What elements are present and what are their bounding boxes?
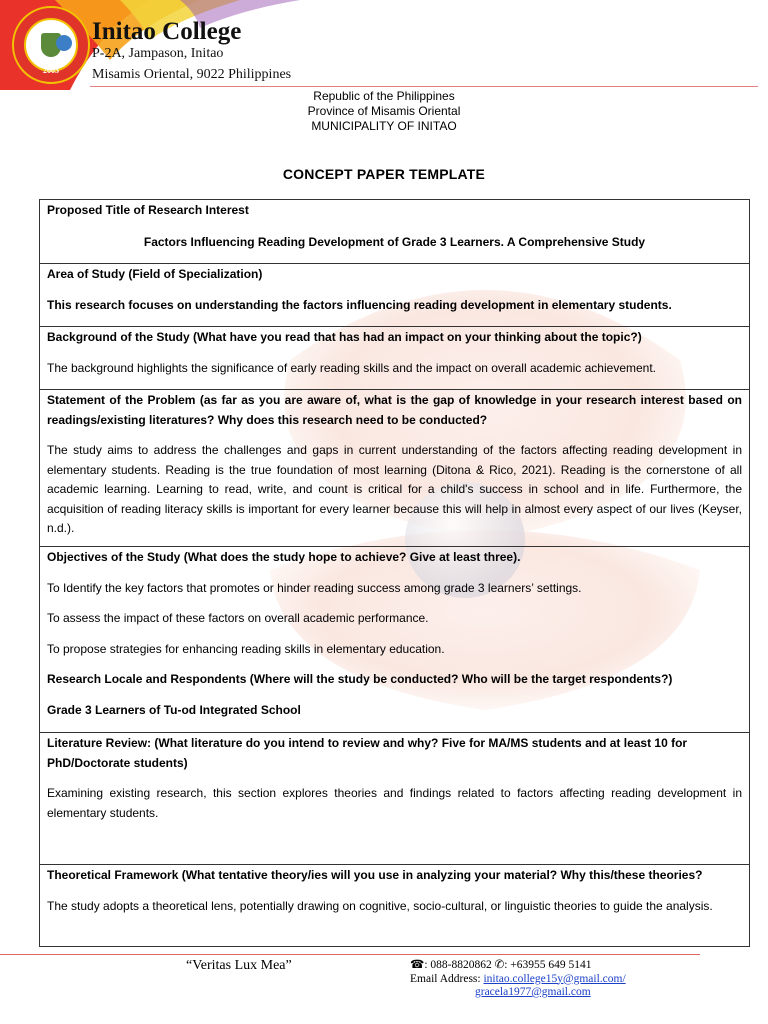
email-line	[410, 973, 626, 987]
letterhead	[0, 0, 768, 90]
proposed-title-label: Proposed Title of Research Interest	[47, 203, 249, 217]
college-motto: “Veritas Lux Mea”	[186, 958, 292, 973]
email-link-2[interactable]: gracela1977@gmail.com	[475, 986, 591, 998]
framework-value: The study adopts a theoretical lens, potentially drawing on cognitive, socio-cultural, or linguistic theories to guide the analysis.	[47, 898, 713, 913]
literature-label: Literature Review: (What literature do you intend to review and why? Five for MA/MS students and at least 10 for PhD/Doctorate students)	[47, 736, 688, 770]
objective-item-3: To propose strategies for enhancing reading skills in elementary education.	[47, 641, 445, 656]
college-logo	[12, 6, 90, 84]
college-name: Initao College	[92, 18, 242, 45]
area-of-study-label: Area of Study (Field of Specialization)	[47, 267, 263, 281]
gov-municipality: MUNICIPALITY OF INITAO	[311, 119, 457, 133]
locale-label: Research Locale and Respondents (Where will the study be conducted? Who will be the target respondents?)	[47, 672, 673, 686]
seal-icon	[56, 35, 72, 51]
header-divider	[90, 86, 758, 87]
college-address-line2: Misamis Oriental, 9022 Philippines	[92, 67, 292, 82]
gov-republic: Republic of the Philippines	[313, 89, 455, 103]
email-label: Email Address:	[410, 972, 481, 985]
section-background	[40, 327, 749, 390]
logo-year: 2003	[43, 66, 59, 75]
area-of-study-value: This research focuses on understanding the factors influencing reading development in elementary students.	[47, 297, 672, 312]
section-literature-review	[40, 733, 749, 865]
section-proposed-title	[40, 200, 749, 264]
problem-label: Statement of the Problem (as far as you are aware of, what is the gap of knowledge in your research interest based on readings/existing literatures? Why does this research need to be conducted?	[47, 393, 742, 427]
problem-value: The study aims to address the challenges and gaps in current understanding of the factors affecting reading development in elementary students. Reading is the true foundation of most learning (Ditona & Rico, 2021). Reading is the cornerstone of all academic learning. Learning to read, write, and count is critical for a child's success in school and in life. Furthermore, the acquisition of reading literacy skills is important for every learner because this will help in almost every aspect of our lives (Keyser, n.d.).	[47, 443, 742, 535]
objectives-label: Objectives of the Study (What does the study hope to achieve? Give at least three).	[47, 550, 521, 564]
concept-paper-form	[39, 199, 750, 947]
proposed-title-value: Factors Influencing Reading Development of Grade 3 Learners. A Comprehensive Study	[143, 234, 646, 249]
framework-label: Theoretical Framework (What tentative theory/ies will you use in analyzing your material? Why this/these theories?	[47, 868, 703, 882]
background-value: The background highlights the significance of early reading skills and the impact on overall academic achievement.	[47, 360, 657, 375]
email-link-1[interactable]: initao.college15y@gmail.com/	[483, 972, 626, 985]
section-objectives	[40, 547, 749, 733]
contact-info	[410, 959, 626, 1000]
college-address-line1: P-2A, Jampason, Initao	[92, 46, 224, 61]
locale-value: Grade 3 Learners of Tu-od Integrated School	[47, 702, 301, 717]
section-theoretical-framework	[40, 865, 749, 946]
section-statement-of-problem	[40, 390, 749, 547]
objective-item-1: To Identify the key factors that promotes or hinder reading success among grade 3 learners’ settings.	[47, 580, 582, 595]
gov-province: Province of Misamis Oriental	[307, 104, 461, 118]
email-line-2	[410, 986, 626, 1000]
section-area-of-study	[40, 264, 749, 327]
footer-divider	[0, 954, 700, 955]
background-label: Background of the Study (What have you read that has had an impact on your thinking about the topic?)	[47, 330, 642, 344]
document-title: CONCEPT PAPER TEMPLATE	[282, 166, 486, 182]
phone-numbers: ☎: 088-8820862 ✆: +63955 649 5141	[410, 959, 592, 971]
objective-item-2: To assess the impact of these factors on overall academic performance.	[47, 611, 429, 625]
literature-value: Examining existing research, this section explores theories and findings related to factors affecting reading development in elementary students.	[47, 786, 742, 820]
